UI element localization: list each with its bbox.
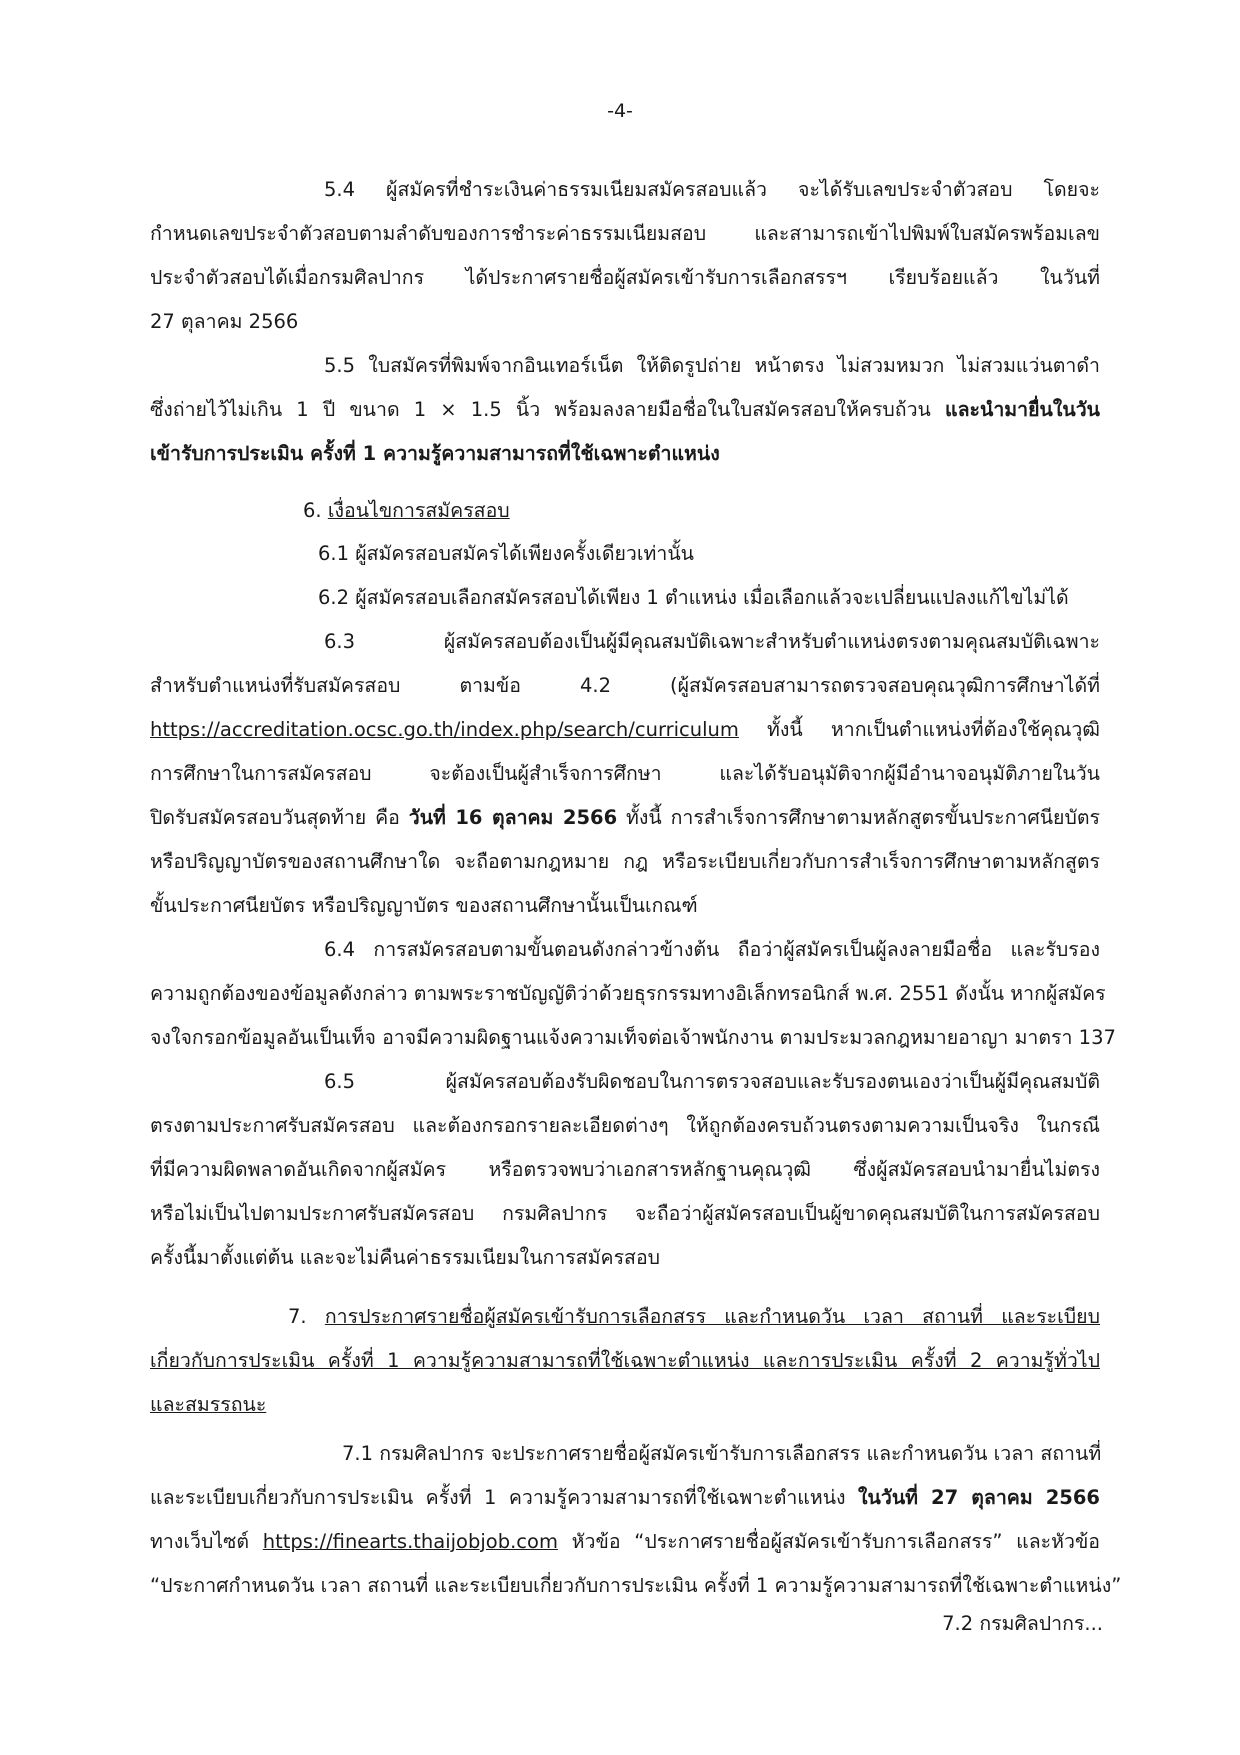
paragraph-5-4-line-2: กำหนดเลขประจำตัวสอบตามลำดับของการชำระค่าธรรมเนียมสอบ และสามารถเข้าไปพิมพ์ใบสมัครพร้อมเลข [150, 222, 1100, 245]
paragraph-7-1-line-2-a: และระเบียบเกี่ยวกับการประเมิน ครั้งที่ 1 ความรู้ความสามารถที่ใช้เฉพาะตำแหน่ง [150, 1486, 859, 1509]
paragraph-5-4-line-4: 27 ตุลาคม 2566 [150, 310, 299, 333]
paragraph-6-4-line-3: จงใจกรอกข้อมูลอันเป็นเท็จ อาจมีความผิดฐานแจ้งความเท็จต่อเจ้าพนักงาน ตามประมวลกฎหมายอาญา มาตรา 137 [150, 1026, 1116, 1049]
paragraph-6-4-line-1: 6.4 การสมัครสอบตามขั้นตอนดังกล่าวข้างต้น ถือว่าผู้สมัครเป็นผู้ลงลายมือชื่อ และรับรอง [324, 938, 1100, 961]
paragraph-6-3-line-3-text: ทั้งนี้ หากเป็นตำแหน่งที่ต้องใช้คุณวุฒิ [738, 718, 1100, 741]
continuation-note: 7.2 กรมศิลปากร... [942, 1612, 1103, 1635]
section-6-number: 6. [303, 499, 328, 522]
paragraph-6-1: 6.1 ผู้สมัครสอบสมัครได้เพียงครั้งเดียวเท่านั้น [318, 542, 694, 565]
paragraph-6-3-line-5-a: ปิดรับสมัครสอบวันสุดท้าย คือ [150, 806, 409, 829]
paragraph-6-3-line-3 [150, 716, 1100, 744]
paragraph-6-3-line-5-c: ทั้งนี้ การสำเร็จการศึกษาตามหลักสูตรขั้นประกาศนียบัตร [617, 806, 1100, 829]
section-7-heading-line-3: และสมรรถนะ [150, 1393, 267, 1416]
paragraph-6-5-line-1: 6.5 ผู้สมัครสอบต้องรับผิดชอบในการตรวจสอบและรับรองตนเองว่าเป็นผู้มีคุณสมบัติ [324, 1070, 1100, 1093]
paragraph-6-5-line-4: หรือไม่เป็นไปตามประกาศรับสมัครสอบ กรมศิลปากร จะถือว่าผู้สมัครสอบเป็นผู้ขาดคุณสมบัติในการสมัครสอบ [150, 1202, 1100, 1225]
section-7-title-1: การประกาศรายชื่อผู้สมัครเข้ารับการเลือกสรร และกำหนดวัน เวลา สถานที่ และระเบียบ [324, 1305, 1100, 1328]
paragraph-5-5-line-1: 5.5 ใบสมัครที่พิมพ์จากอินเทอร์เน็ต ให้ติดรูปถ่าย หน้าตรง ไม่สวมหมวก ไม่สวมแว่นตาดำ [324, 354, 1100, 377]
paragraph-7-1-line-1: 7.1 กรมศิลปากร จะประกาศรายชื่อผู้สมัครเข้ารับการเลือกสรร และกำหนดวัน เวลา สถานที่ [342, 1442, 1102, 1465]
paragraph-6-5-line-2: ตรงตามประกาศรับสมัครสอบ และต้องกรอกรายละเอียดต่างๆ ให้ถูกต้องครบถ้วนตรงตามความเป็นจริง ในกรณี [150, 1114, 1100, 1137]
paragraph-6-2: 6.2 ผู้สมัครสอบเลือกสมัครสอบได้เพียง 1 ตำแหน่ง เมื่อเลือกแล้วจะเปลี่ยนแปลงแก้ไขไม่ได้ [318, 586, 1069, 609]
finearts-link[interactable]: https://finearts.thaijobjob.com [262, 1530, 558, 1553]
paragraph-7-1-line-3-c: หัวข้อ “ประกาศรายชื่อผู้สมัครเข้ารับการเลือกสรร” และหัวข้อ [557, 1530, 1100, 1553]
paragraph-5-5-line-3: เข้ารับการประเมิน ครั้งที่ 1 ความรู้ความสามารถที่ใช้เฉพาะตำแหน่ง [150, 442, 720, 465]
paragraph-7-1-line-2 [150, 1484, 1100, 1512]
paragraph-7-1-line-3 [150, 1528, 1100, 1556]
page-number: -4- [607, 100, 633, 122]
paragraph-6-3-line-5 [150, 804, 1100, 832]
paragraph-6-3-line-1: 6.3 ผู้สมัครสอบต้องเป็นผู้มีคุณสมบัติเฉพาะสำหรับตำแหน่งตรงตามคุณสมบัติเฉพาะ [324, 630, 1100, 653]
paragraph-6-5-line-3: ที่มีความผิดพลาดอันเกิดจากผู้สมัคร หรือตรวจพบว่าเอกสารหลักฐานคุณวุฒิ ซึ่งผู้สมัครสอบนำมายื่นไม่ตรง [150, 1158, 1100, 1181]
section-7-number: 7. [288, 1305, 325, 1328]
paragraph-5-5-line-2-text: ซึ่งถ่ายไว้ไม่เกิน 1 ปี ขนาด 1 × 1.5 นิ้ว พร้อมลงลายมือชื่อในใบสมัครสอบให้ครบถ้วน [150, 398, 946, 421]
section-7-heading-line-1 [288, 1303, 1100, 1331]
section-6-title: เงื่อนไขการสมัครสอบ [327, 499, 510, 522]
paragraph-6-5-line-5: ครั้งนี้มาตั้งแต่ต้น และจะไม่คืนค่าธรรมเนียมในการสมัครสอบ [150, 1246, 661, 1269]
paragraph-5-4-line-1: 5.4 ผู้สมัครที่ชำระเงินค่าธรรมเนียมสมัครสอบแล้ว จะได้รับเลขประจำตัวสอบ โดยจะ [324, 178, 1100, 201]
section-6-heading [303, 497, 510, 525]
paragraph-5-5-line-2-bold: และนำมายื่นในวัน [945, 398, 1100, 421]
paragraph-7-1-line-4: “ประกาศกำหนดวัน เวลา สถานที่ และระเบียบเกี่ยวกับการประเมิน ครั้งที่ 1 ความรู้ความสามารถที่ใช้เฉพาะตำแหน่ง” [150, 1574, 1122, 1597]
paragraph-6-3-line-2: สำหรับตำแหน่งที่รับสมัครสอบ ตามข้อ 4.2 (ผู้สมัครสอบสามารถตรวจสอบคุณวุฒิการศึกษาได้ที่ [150, 674, 1100, 697]
announcement-date: ในวันที่ 27 ตุลาคม 2566 [858, 1486, 1100, 1509]
deadline-date: วันที่ 16 ตุลาคม 2566 [408, 806, 618, 829]
paragraph-6-3-line-6: หรือปริญญาบัตรของสถานศึกษาใด จะถือตามกฎหมาย กฎ หรือระเบียบเกี่ยวกับการสำเร็จการศึกษาตามหลักสูตร [150, 850, 1100, 873]
paragraph-5-5-line-2 [150, 396, 1100, 424]
paragraph-6-3-line-4: การศึกษาในการสมัครสอบ จะต้องเป็นผู้สำเร็จการศึกษา และได้รับอนุมัติจากผู้มีอำนาจอนุมัติภายในวัน [150, 762, 1100, 785]
section-7-heading-line-2: เกี่ยวกับการประเมิน ครั้งที่ 1 ความรู้ความสามารถที่ใช้เฉพาะตำแหน่ง และการประเมิน ครั้งที่ 2 ความรู้ทั่วไป [150, 1349, 1100, 1372]
accreditation-link[interactable]: https://accreditation.ocsc.go.th/index.php/search/curriculum [150, 718, 739, 741]
paragraph-6-3-line-7: ขั้นประกาศนียบัตร หรือปริญญาบัตร ของสถานศึกษานั้นเป็นเกณฑ์ [150, 894, 698, 917]
paragraph-7-1-line-3-a: ทางเว็บไซต์ [150, 1530, 263, 1553]
paragraph-5-4-line-3: ประจำตัวสอบได้เมื่อกรมศิลปากร ได้ประกาศรายชื่อผู้สมัครเข้ารับการเลือกสรรฯ เรียบร้อยแล้ว ในวันที่ [150, 266, 1100, 289]
paragraph-6-4-line-2: ความถูกต้องของข้อมูลดังกล่าว ตามพระราชบัญญัติว่าด้วยธุรกรรมทางอิเล็กทรอนิกส์ พ.ศ. 2551 ดังนั้น หากผู้สมัคร [150, 982, 1106, 1005]
